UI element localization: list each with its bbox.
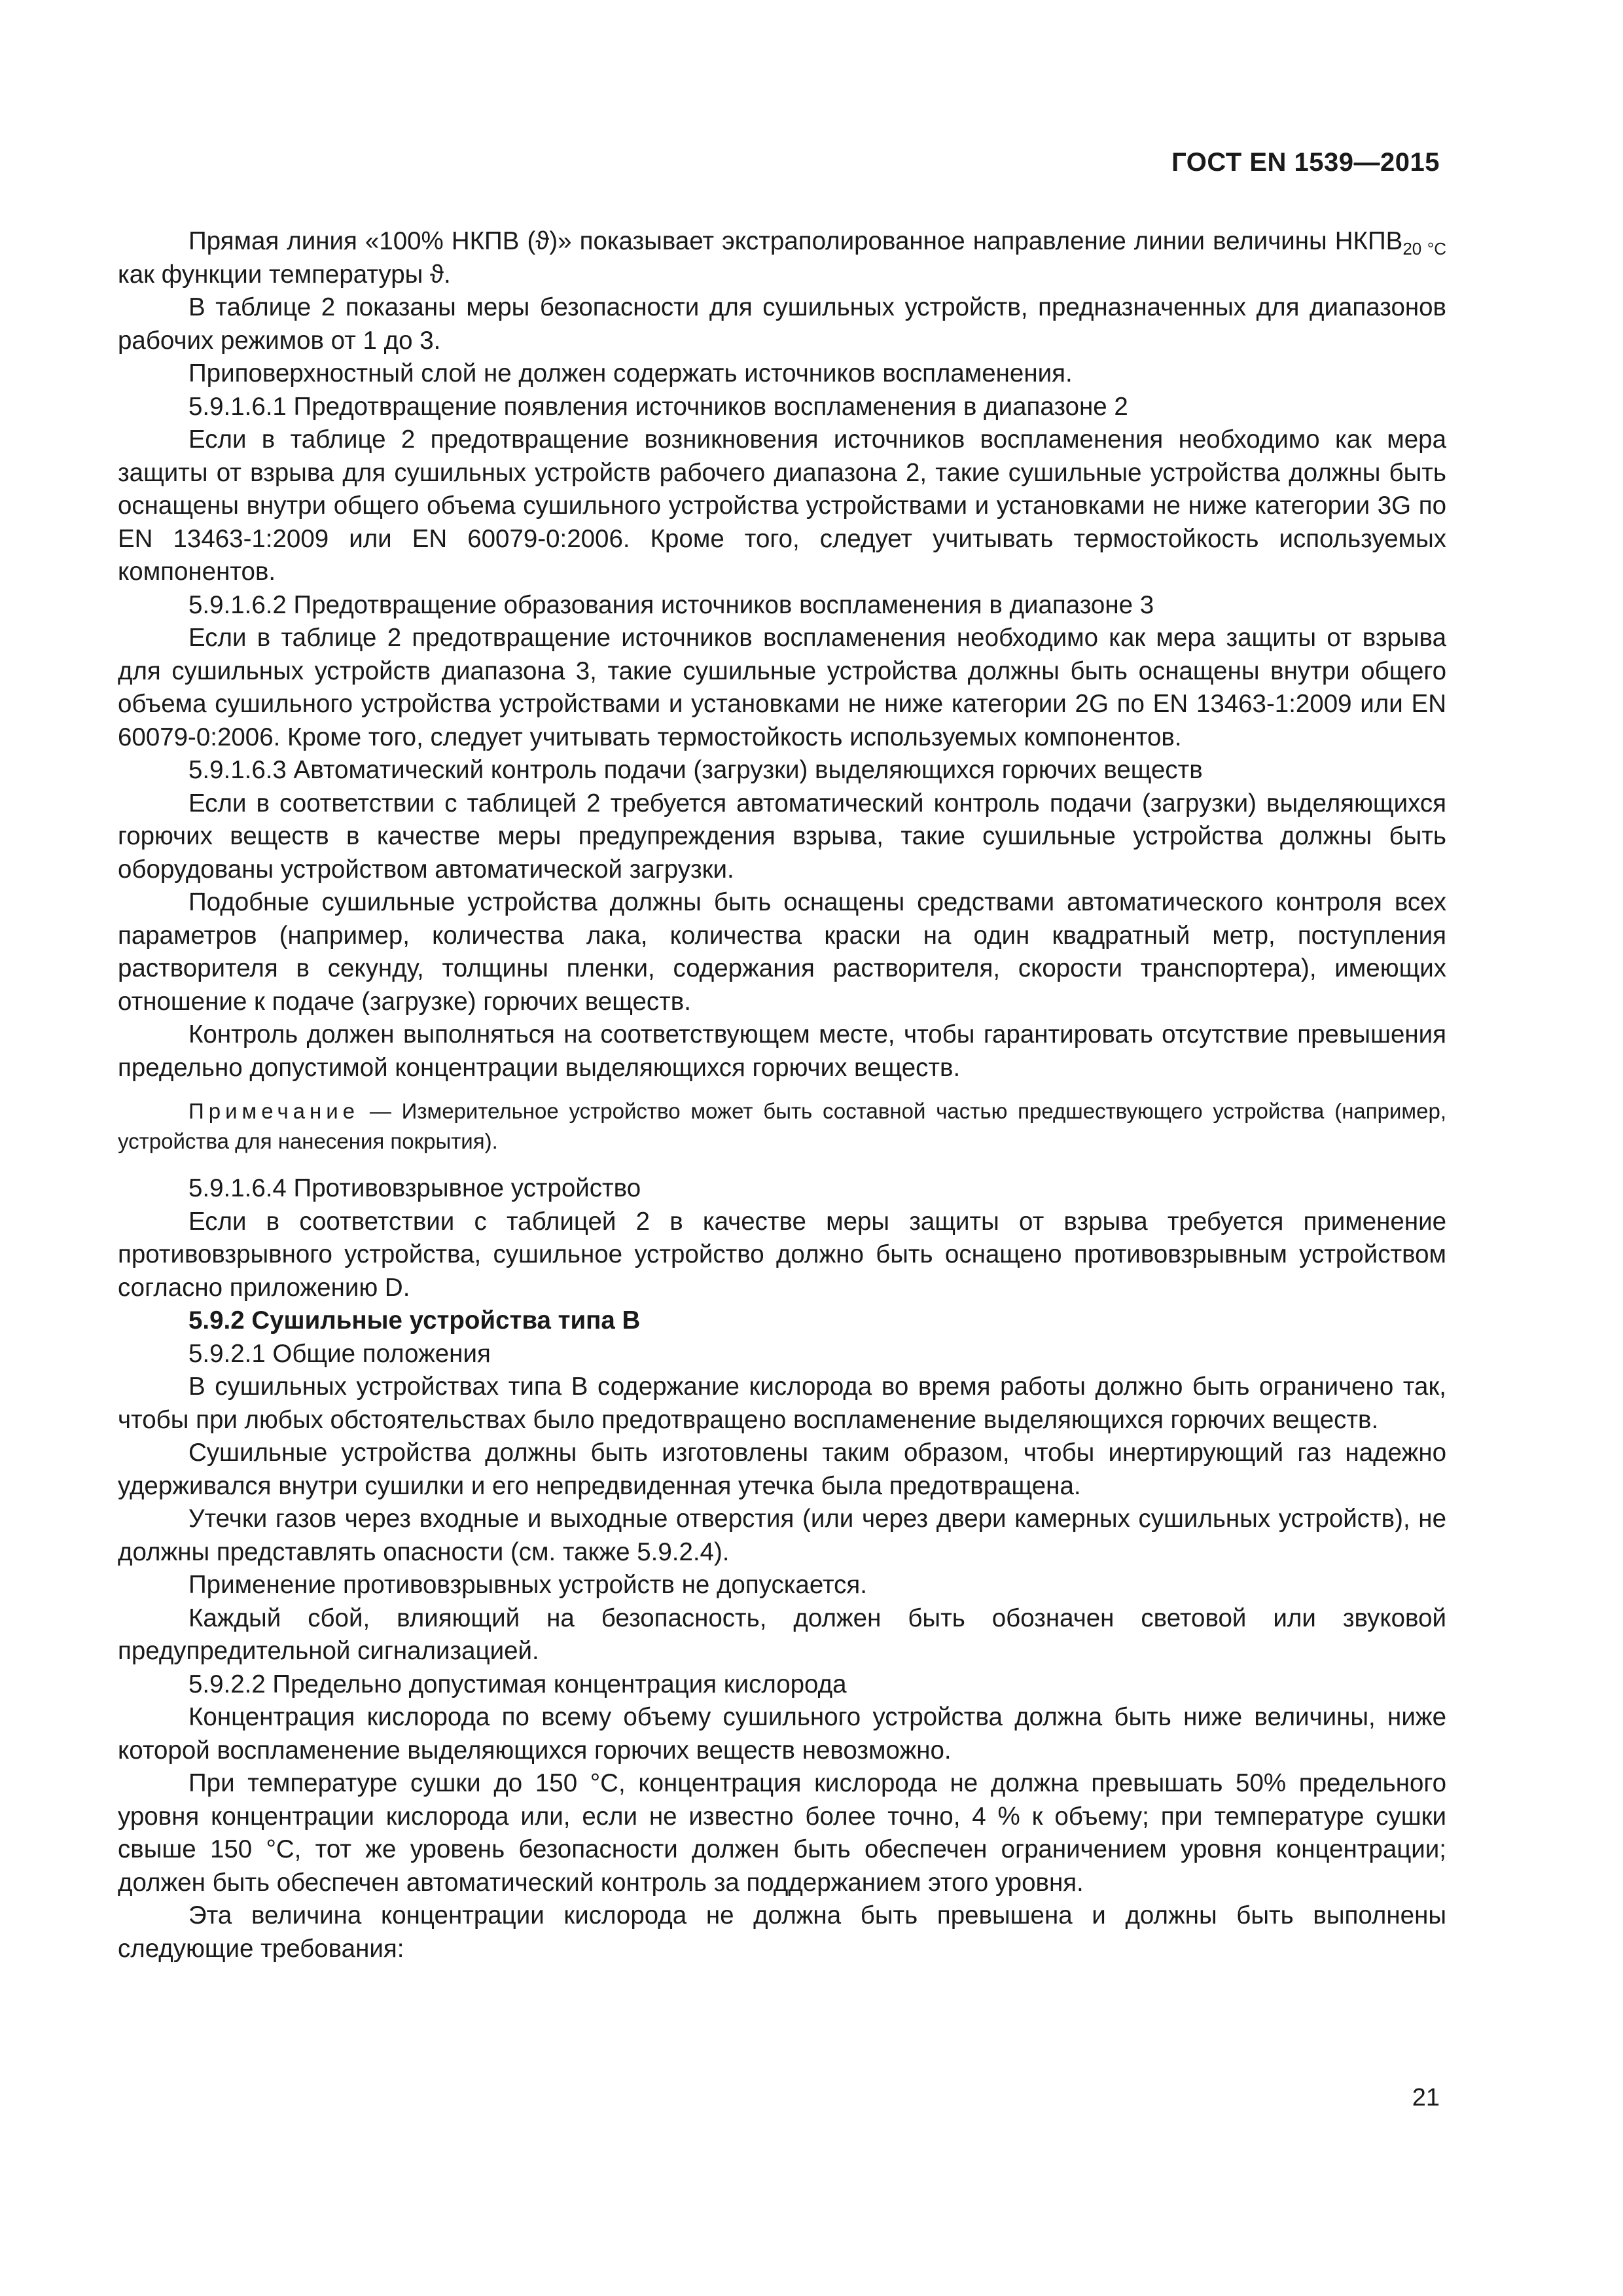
note: [118, 1096, 1446, 1157]
paragraph-lel-line: [118, 225, 1446, 291]
paragraph: В сушильных устройствах типа B содержание кислорода во время работы должно быть ограничено так, чтобы при любых обстоятельствах было предотвращено воспламенение выделяющихся горючих веществ.: [118, 1372, 1446, 1434]
paragraph: Концентрация кислорода по всему объему сушильного устройства должна быть ниже величины, ниже которой воспламенение выделяющихся горючих веществ невозможно.: [118, 1703, 1446, 1765]
note-text: — Измерительное устройство может быть составной частью предшествующего устройства (например, устройства для нанесения покрытия).: [118, 1099, 1446, 1153]
paragraph-text: Прямая линия «100% НКПВ (ϑ)» показывает экстраполированное направление линии величины НКПВ: [188, 227, 1403, 255]
paragraph: Если в соответствии с таблицей 2 в качестве меры защиты от взрыва требуется применение противовзрывного устройства, сушильное устройство должно быть оснащено противовзрывным устройством согласно приложению D.: [118, 1207, 1446, 1302]
subscript-temperature: 20 °C: [1402, 239, 1446, 259]
section-heading-5-9-2: 5.9.2 Сушильные устройства типа B: [188, 1306, 641, 1335]
section-heading-5-9-1-6-3: 5.9.1.6.3 Автоматический контроль подачи (загрузки) выделяющихся горючих веществ: [188, 756, 1203, 784]
section-heading-5-9-1-6-2: 5.9.1.6.2 Предотвращение образования источников воспламенения в диапазоне 3: [188, 590, 1154, 619]
paragraph: Применение противовзрывных устройств не допускается.: [188, 1571, 867, 1599]
paragraph-text: как функции температуры ϑ.: [118, 260, 451, 289]
paragraph: Если в таблице 2 предотвращение возникновения источников воспламенения необходимо как мера защиты от взрыва для сушильных устройств рабочего диапазона 2, такие сушильные устройства должны быть оснащены внутри общего объема сушильного устройства устройствами и установками не ниже категории 3G по EN 13463-1:2009 или EN 60079-0:2006. Кроме того, следует учитывать термостойкость используемых компонентов.: [118, 425, 1446, 586]
paragraph: Контроль должен выполняться на соответствующем месте, чтобы гарантировать отсутствие превышения предельно допустимой концентрации выделяющихся горючих веществ.: [118, 1020, 1446, 1082]
section-heading-5-9-2-1: 5.9.2.1 Общие положения: [188, 1339, 491, 1368]
page-number: 21: [1412, 2084, 1440, 2111]
section-heading-5-9-2-2: 5.9.2.2 Предельно допустимая концентрация кислорода: [188, 1670, 847, 1698]
paragraph: Сушильные устройства должны быть изготовлены таким образом, чтобы инертирующий газ надежно удерживался внутри сушилки и его непредвиденная утечка была предотвращена.: [118, 1439, 1446, 1500]
paragraph: Утечки газов через входные и выходные отверстия (или через двери камерных сушильных устройств), не должны представлять опасности (см. также 5.9.2.4).: [118, 1505, 1446, 1566]
note-label: Примечание: [188, 1099, 360, 1123]
document-code-header: ГОСТ EN 1539—2015: [1171, 148, 1440, 177]
paragraph: В таблице 2 показаны меры безопасности для сушильных устройств, предназначенных для диапазонов рабочих режимов от 1 до 3.: [118, 293, 1446, 355]
paragraph: Если в соответствии с таблицей 2 требуется автоматический контроль подачи (загрузки) выделяющихся горючих веществ в качестве меры предупреждения взрыва, такие сушильные устройства должны быть оборудованы устройством автоматической загрузки.: [118, 789, 1446, 884]
paragraph: Если в таблице 2 предотвращение источников воспламенения необходимо как мера защиты от взрыва для сушильных устройств диапазона 3, такие сушильные устройства должны быть оснащены внутри общего объема сушильного устройства устройствами и установками не ниже категории 2G по EN 13463-1:2009 или EN 60079-0:2006. Кроме того, следует учитывать термостойкость используемых компонентов.: [118, 624, 1446, 751]
paragraph: Эта величина концентрации кислорода не должна быть превышена и должны быть выполнены следующие требования:: [118, 1901, 1446, 1963]
paragraph: Каждый сбой, влияющий на безопасность, должен быть обозначен световой или звуковой предупредительной сигнализацией.: [118, 1604, 1446, 1665]
paragraph: При температуре сушки до 150 °C, концентрация кислорода не должна превышать 50% предельного уровня концентрации кислорода или, если не известно более точно, 4 % к объему; при температуре сушки свыше 150 °C, тот же уровень безопасности должен быть обеспечен ограничением уровня концентрации; должен быть обеспечен автоматический контроль за поддержанием этого уровня.: [118, 1769, 1446, 1897]
section-heading-5-9-1-6-4: 5.9.1.6.4 Противовзрывное устройство: [188, 1174, 641, 1202]
paragraph: Приповерхностный слой не должен содержать источников воспламенения.: [188, 359, 1073, 387]
section-heading-5-9-1-6-1: 5.9.1.6.1 Предотвращение появления источников воспламенения в диапазоне 2: [188, 392, 1128, 421]
paragraph: Подобные сушильные устройства должны быть оснащены средствами автоматического контроля всех параметров (например, количества лака, количества краски на один квадратный метр, поступления растворителя в секунду, толщины пленки, содержания растворителя, скорости транспортера), имеющих отношение к подаче (загрузке) горючих веществ.: [118, 888, 1446, 1016]
page-body: [118, 225, 1446, 1965]
